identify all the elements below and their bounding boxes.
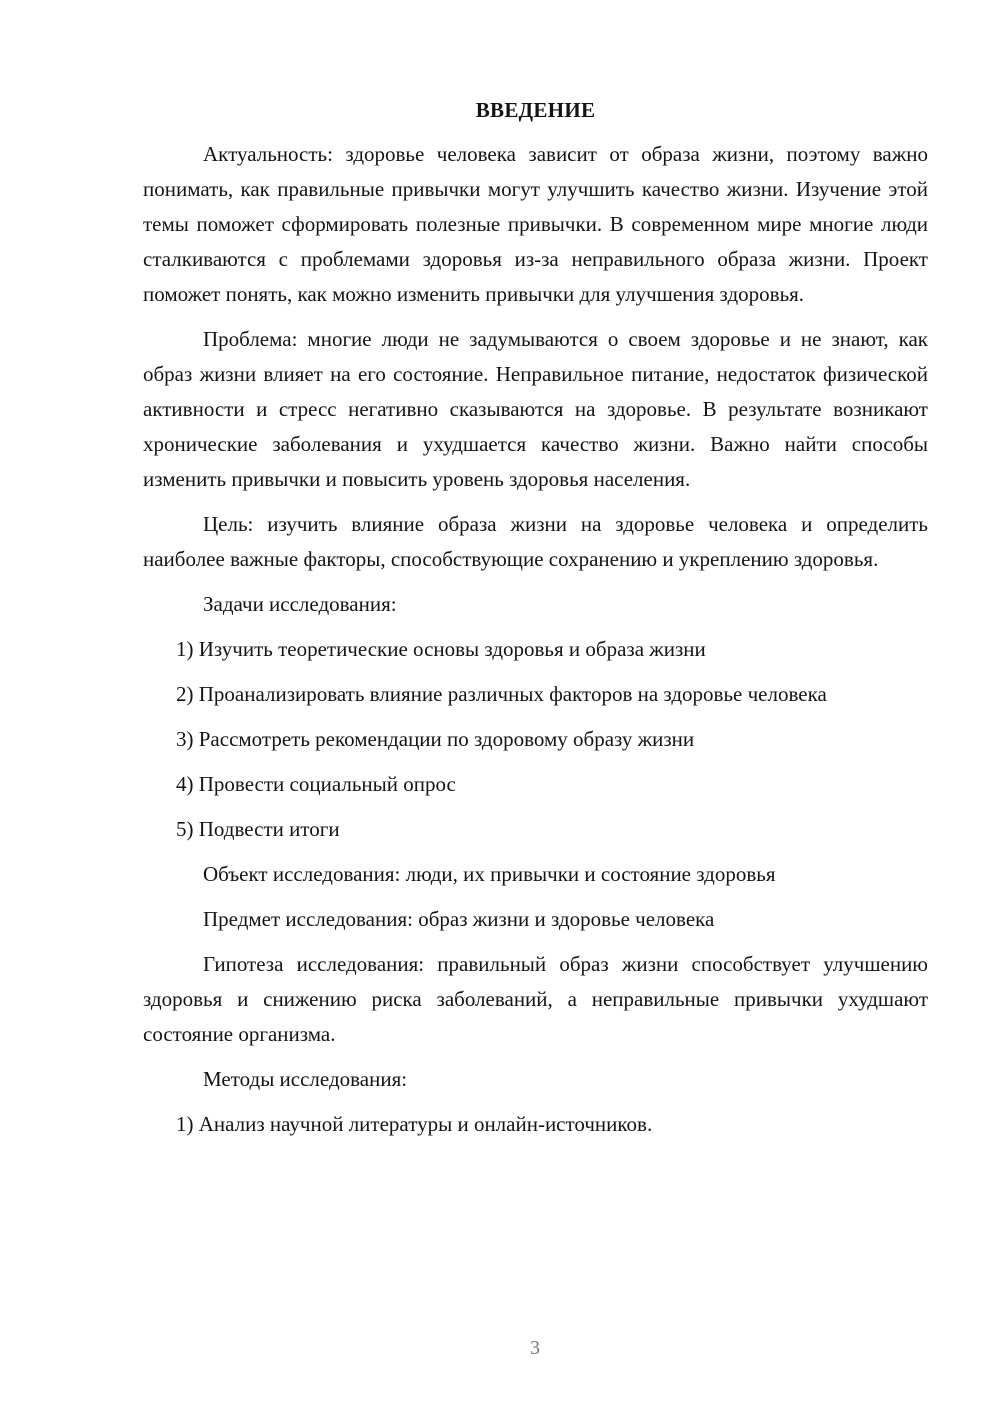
methods-list [143, 1107, 928, 1142]
page-number: 3 [530, 1337, 540, 1359]
problem-paragraph: Проблема: многие люди не задумываются о своем здоровье и не знают, как образ жизни влияет на его состояние. Неправильное питание, недостаток физической активности и стресс негативно сказываются на здоровье. В результате возникают хронические заболевания и ухудшается качество жизни. Важно найти способы изменить привычки и повысить уровень здоровья населения. [143, 327, 928, 491]
tasks-list [143, 632, 928, 847]
relevance-paragraph: Актуальность: здоровье человека зависит от образа жизни, поэтому важно понимать, как правильные привычки могут улучшить качество жизни. Изучение этой темы поможет сформировать полезные привычки. В современном мире многие люди сталкиваются с проблемами здоровья из-за неправильного образа жизни. Проект поможет понять, как можно изменить привычки для улучшения здоровья. [143, 142, 928, 306]
task-item: 1) Изучить теоретические основы здоровья и образа жизни [176, 637, 706, 661]
hypothesis-paragraph: Гипотеза исследования: правильный образ жизни способствует улучшению здоровья и снижению риска заболеваний, а неправильные привычки ухудшают состояние организма. [143, 952, 928, 1046]
task-item: 3) Рассмотреть рекомендации по здоровому образу жизни [176, 727, 695, 751]
object-paragraph: Объект исследования: люди, их привычки и состояние здоровья [203, 862, 776, 886]
section-heading: ВВЕДЕНИЕ [475, 98, 596, 122]
tasks-title: Задачи исследования: [203, 592, 397, 616]
subject-paragraph: Предмет исследования: образ жизни и здоровье человека [203, 907, 715, 931]
task-item: 5) Подвести итоги [176, 817, 340, 841]
task-item: 4) Провести социальный опрос [176, 772, 456, 796]
task-item: 2) Проанализировать влияние различных факторов на здоровье человека [176, 682, 827, 706]
page-body [143, 95, 928, 1152]
goal-paragraph: Цель: изучить влияние образа жизни на здоровье человека и определить наиболее важные факторы, способствующие сохранению и укреплению здоровья. [143, 512, 928, 571]
methods-title: Методы исследования: [203, 1067, 408, 1091]
method-item: 1) Анализ научной литературы и онлайн-источников. [176, 1112, 653, 1136]
